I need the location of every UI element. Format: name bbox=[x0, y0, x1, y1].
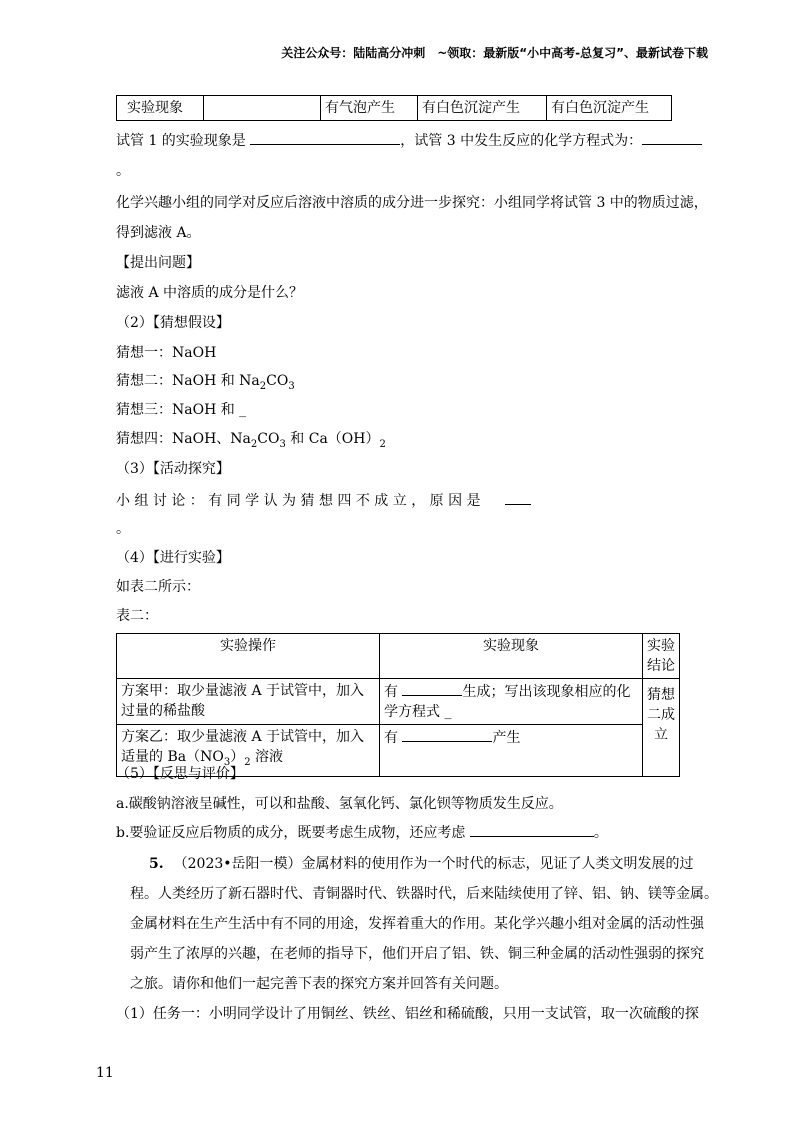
section-activity-title: （3）【活动探究】 bbox=[116, 461, 230, 477]
answer-blank[interactable] bbox=[402, 681, 462, 696]
period: 。 bbox=[116, 521, 130, 537]
plan-a-ph-post: 生成；写出该现象相应的化学方程式 _ bbox=[384, 684, 631, 720]
problem-text: 滤液 A 中溶质的成分是什么？ bbox=[116, 285, 304, 301]
plan-b-op-mid: ） bbox=[230, 749, 245, 765]
table-row bbox=[117, 679, 680, 725]
answer-blank[interactable] bbox=[642, 130, 702, 145]
h2-sub2: 3 bbox=[288, 380, 295, 392]
tube-question bbox=[116, 130, 702, 150]
plan-b-phenomenon bbox=[380, 725, 643, 777]
plan-b-op-post: 溶液 bbox=[250, 749, 284, 765]
table1-cell: 有白色沉淀产生 bbox=[418, 96, 547, 121]
question-5-line-3: 金属材料在生产生活中有不同的用途，发挥着重大的作用。某化学兴趣小组对金属的活动性强 bbox=[130, 916, 704, 932]
hypothesis-1: 猜想一：NaOH bbox=[116, 345, 217, 361]
conclusion-cell: 猜想二成立 bbox=[643, 679, 680, 777]
reflect-b-end: 。 bbox=[593, 825, 608, 841]
hypothesis-4 bbox=[116, 428, 386, 450]
h4-pre: 猜想四：NaOH、Na bbox=[116, 431, 251, 447]
reflect-b-text: b.要验证反应后物质的成分，既要考虑生成物，还应考虑 bbox=[116, 825, 466, 841]
table1 bbox=[116, 95, 672, 121]
h2-sub1: 2 bbox=[259, 380, 267, 392]
plan-a-operation: 方案甲：取少量滤液 A 于试管中，加入过量的稀盐酸 bbox=[117, 679, 380, 725]
section-experiment-title: （4）【进行实验】 bbox=[116, 550, 230, 566]
reflect-a: a.碳酸钠溶液呈碱性，可以和盐酸、氢氧化钙、氯化钡等物质发生反应。 bbox=[116, 796, 563, 812]
table1-cell: 有白色沉淀产生 bbox=[547, 96, 672, 121]
table2 bbox=[116, 633, 680, 777]
table2-label: 表二： bbox=[116, 608, 158, 624]
plan-a-phenomenon bbox=[380, 679, 643, 725]
page-number: 11 bbox=[96, 1065, 114, 1081]
h4-mid: CO bbox=[257, 431, 280, 447]
answer-blank[interactable] bbox=[505, 490, 531, 505]
h4-sub3: 2 bbox=[379, 438, 386, 450]
hypothesis-2 bbox=[116, 370, 295, 392]
h2-pre: 猜想二：NaOH 和 Na bbox=[116, 373, 260, 389]
table1-cell bbox=[204, 96, 321, 121]
intro-line-2: 得到滤液 A。 bbox=[116, 225, 201, 241]
reflect-b bbox=[116, 822, 608, 842]
table2-header: 实验结论 bbox=[643, 634, 680, 679]
table-header-row bbox=[117, 634, 680, 679]
activity-sentence: 小 组 讨 论 ： 有 同 学 认 为 猜 想 四 不 成 立 ， 原 因 是 bbox=[116, 493, 481, 509]
h2-mid: CO bbox=[266, 373, 289, 389]
table-row bbox=[117, 96, 672, 121]
plan-b-sub2: 2 bbox=[244, 756, 251, 768]
period: 。 bbox=[116, 163, 130, 179]
section-problem-title: 【提出问题】 bbox=[116, 255, 200, 271]
tube-question-part1: 试管 1 的实验现象是 bbox=[116, 133, 246, 149]
as-shown-text: 如表二所示： bbox=[116, 579, 200, 595]
table1-row-label: 实验现象 bbox=[117, 96, 204, 121]
question-5-line-4: 弱产生了浓厚的兴趣，在老师的指导下，他们开启了铝、铁、铜三种金属的活动性强弱的探究 bbox=[130, 946, 704, 962]
hypothesis-3: 猜想三：NaOH 和 _ bbox=[116, 402, 247, 418]
section-reflect-title: （5）【反思与评价】 bbox=[116, 766, 244, 782]
question-5-line-2: 程。人类经历了新石器时代、青铜器时代、铁器时代，后来陆续使用了锌、铝、钠、镁等金属。 bbox=[130, 886, 718, 902]
tube-question-part2: ，试管 3 中发生反应的化学方程式为： bbox=[400, 133, 643, 149]
h4-sub1: 2 bbox=[250, 438, 258, 450]
section-hypothesis-title: （2）【猜想假设】 bbox=[116, 315, 230, 331]
plan-b-ph-pre: 有 bbox=[384, 730, 398, 746]
h4-sub2: 3 bbox=[279, 438, 286, 450]
page-header: 关注公众号：陆陆高分冲刺 ~领取：最新版“小中高考-总复习”、最新试卷下载 bbox=[281, 46, 708, 60]
activity-text bbox=[116, 490, 531, 510]
question-5-text: （2023•岳阳一模）金属材料的使用作为一个时代的标志，见证了人类文明发展的过 bbox=[173, 856, 694, 872]
question-5-line-1 bbox=[149, 853, 694, 873]
plan-b-sub1: 3 bbox=[223, 756, 231, 768]
plan-a-ph-pre: 有 bbox=[384, 684, 398, 700]
question-5-line-5: 之旅。请你和他们一起完善下表的探究方案并回答有关问题。 bbox=[130, 976, 508, 992]
answer-blank[interactable] bbox=[402, 727, 492, 742]
table2-header: 实验操作 bbox=[117, 634, 380, 679]
plan-b-ph-post: 产生 bbox=[492, 730, 521, 746]
table2-header: 实验现象 bbox=[380, 634, 643, 679]
question-number: 5. bbox=[149, 856, 164, 872]
task-1-line: （1）任务一：小明同学设计了用铜丝、铁丝、铝丝和稀硫酸，只用一支试管，取一次硫酸的探 bbox=[116, 1006, 699, 1022]
answer-blank[interactable] bbox=[470, 822, 594, 837]
h4-post: 和 Ca（OH） bbox=[285, 431, 380, 447]
answer-blank[interactable] bbox=[250, 130, 400, 145]
intro-line-1: 化学兴趣小组的同学对反应后溶液中溶质的成分进一步探究：小组同学将试管 3 中的物质过滤， bbox=[116, 195, 708, 211]
table1-cell: 有气泡产生 bbox=[321, 96, 418, 121]
plan-b-op-pre: 方案乙：取少量滤液 A 于试管中，加入适量的 Ba（NO bbox=[121, 729, 365, 765]
